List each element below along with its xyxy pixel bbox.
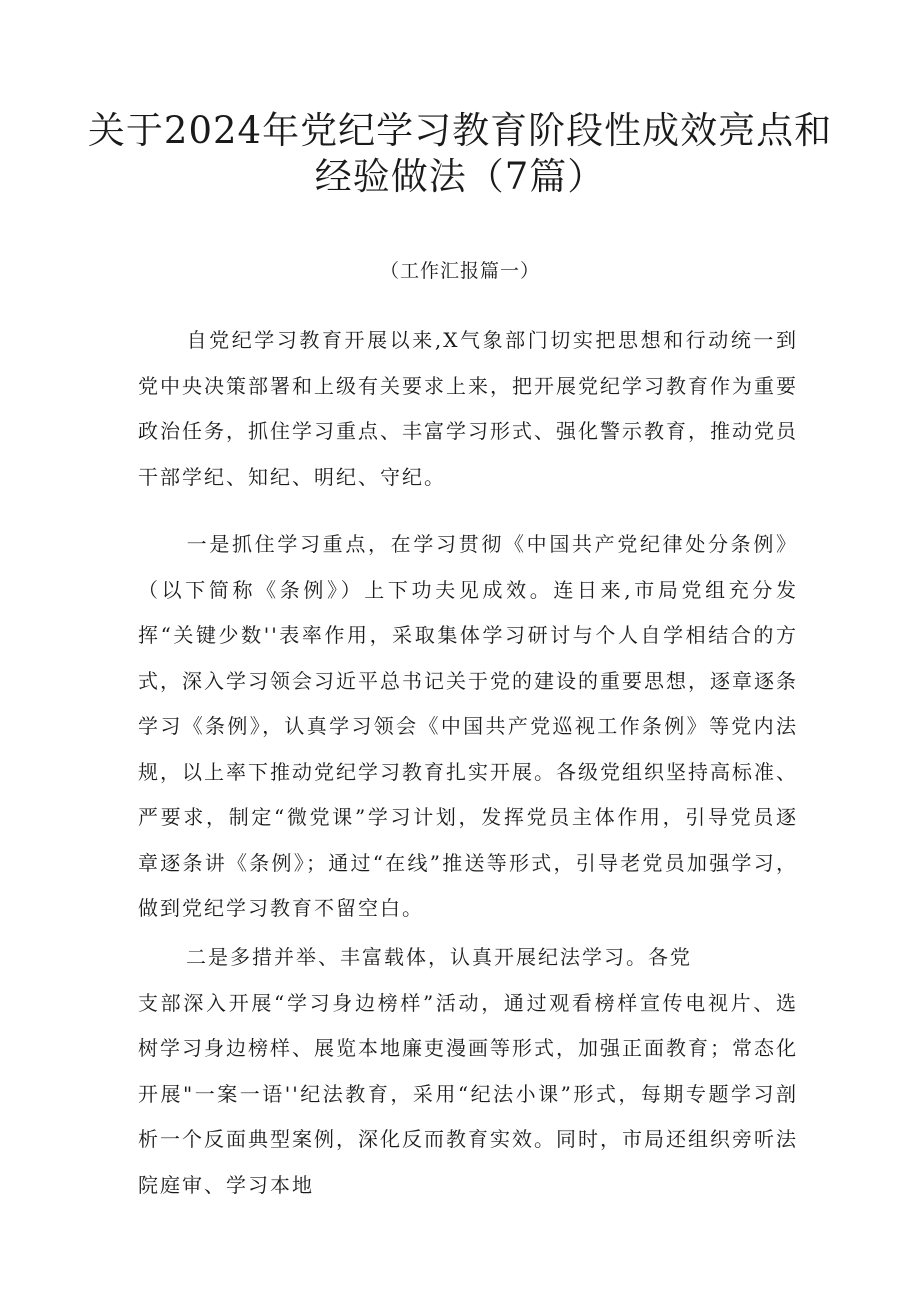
paragraph-2-text: 一是抓住学习重点，在学习贯彻《中国共产党纪律处分条例》（以下简称《条例》）上下功夫见成效。连日来,市局党组充分发挥“关键少数''表率作用，采取集体学习研讨与个人自学相结合的方式，深入学习领会习近平总书记关于党的建设的重要思想，逐章逐条学习《条例》，认真学习领会《中国共产党巡视工作条例》等党内法规，以上率下推动党纪学习教育扎实开展。各级党组织坚持高标准、严要求，制定“微党课”学习计划，发挥党员主体作用，引导党员逐章逐条讲《条例》；通过“在线”推送等形式，引导老党员加强学习，做到党纪学习教育不留空白。: [138, 532, 798, 920]
document-title-line1: 关于2024年党纪学习教育阶段性成效亮点和: [87, 109, 833, 152]
document-title-line2: 经验做法（7篇）: [314, 155, 606, 198]
paragraph-3: [138, 935, 798, 1208]
paragraph-1: [138, 318, 798, 500]
paragraph-2: [138, 522, 798, 932]
paragraph-3-text: 支部深入开展“学习身边榜样”活动，通过观看榜样宣传电视片、选树学习身边榜样、展览本地廉吏漫画等形式，加强正面教育；常态化开展"一案一语''纪法教育，采用“纪法小课”形式，每期专题学习剖析一个反面典型案例，深化反而教育实效。同时，市局还组织旁听法院庭审、学习本地: [138, 990, 798, 1197]
document-subtitle: （工作汇报篇一）: [379, 260, 540, 282]
paragraph-3-first-line: 二是多措并举、丰富载体，认真开展纪法学习。各党: [186, 945, 692, 969]
paragraph-1-text: 自党纪学习教育开展以来,X气象部门切实把思想和行动统一到党中央决策部署和上级有关要求上来，把开展党纪学习教育作为重要政治任务，抓住学习重点、丰富学习形式、强化警示教育，推动党员干部学纪、知纪、明纪、守纪。: [138, 328, 798, 489]
